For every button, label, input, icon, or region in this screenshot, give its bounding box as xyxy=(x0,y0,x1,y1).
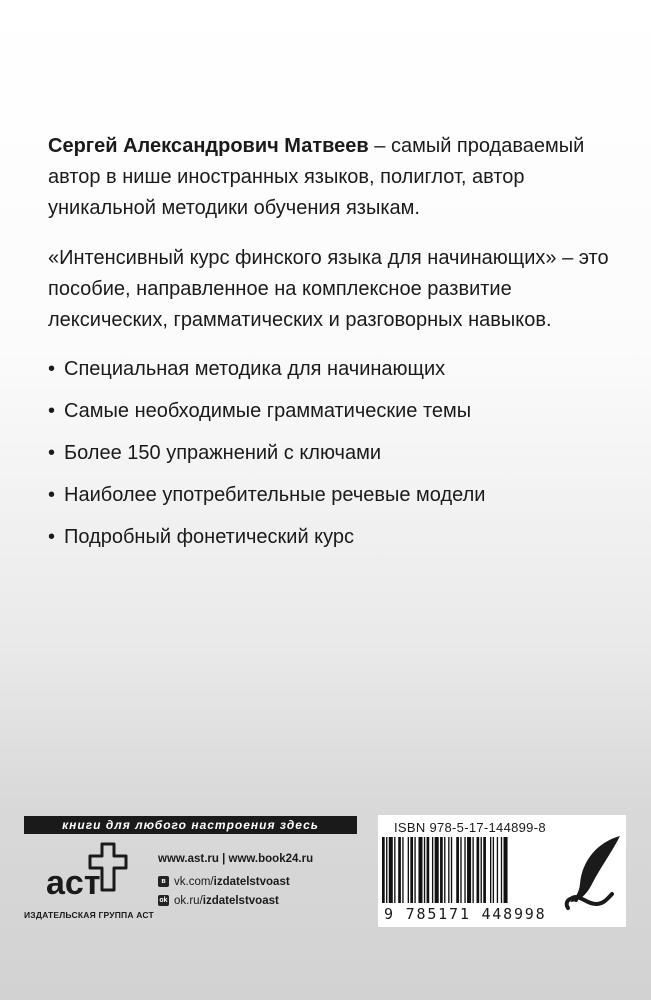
barcode-bar xyxy=(444,837,445,903)
feature-item xyxy=(48,523,618,565)
barcode-bar xyxy=(456,837,459,903)
author-description: – самый продаваемый автор в нише иностранных языков, полиглот, автор уникальной методики обучения языкам. xyxy=(48,135,585,219)
barcode-bar xyxy=(460,837,461,903)
barcode-bar xyxy=(408,837,409,903)
barcode-bar xyxy=(414,837,415,903)
barcode-bar xyxy=(386,837,387,903)
ok-link[interactable] xyxy=(158,891,313,910)
bullet-dot: • xyxy=(48,400,56,422)
vk-prefix: vk.com/ xyxy=(174,875,214,888)
bullet-dot: • xyxy=(48,358,56,380)
barcode-bar xyxy=(467,837,471,903)
barcode-bar xyxy=(410,837,413,903)
barcode-bar xyxy=(504,837,508,903)
barcode-bar xyxy=(501,837,502,903)
barcode-bar xyxy=(440,837,443,903)
feature-text: Подробный фонетический курс xyxy=(64,526,355,548)
ast-logo xyxy=(44,842,134,904)
ok-prefix: ok.ru/ xyxy=(174,894,203,907)
vk-icon: в xyxy=(158,876,169,887)
isbn-label: ISBN 978-5-17-144899-8 xyxy=(394,820,546,835)
bullet-dot: • xyxy=(48,442,56,464)
barcode-bar xyxy=(448,837,449,903)
barcode-bar xyxy=(451,837,452,903)
bullet-dot: • xyxy=(48,484,56,506)
author-paragraph xyxy=(48,131,618,224)
barcode-bar xyxy=(493,837,494,903)
barcode-bar xyxy=(490,837,491,903)
barcode-bar xyxy=(435,837,439,903)
author-name: Сергей Александрович Матвеев xyxy=(48,135,369,157)
ok-handle: izdatelstvoast xyxy=(202,894,279,907)
barcode-bar xyxy=(389,837,393,903)
feature-text: Специальная методика для начинающих xyxy=(64,358,446,380)
barcode-bar xyxy=(418,837,422,903)
barcode-bar xyxy=(472,837,473,903)
websites[interactable]: www.ast.ru | www.book24.ru xyxy=(158,852,314,865)
barcode-bar xyxy=(402,837,403,903)
book-summary: «Интенсивный курс финского языка для начинающих» – это пособие, направленное на комплексное развитие лексических, грамматических и разговорных навыков. xyxy=(48,247,609,331)
barcode-bar xyxy=(432,837,433,903)
publisher-tagline: книги для любого настроения здесь xyxy=(24,816,357,834)
quill-feather-icon xyxy=(558,832,628,914)
feature-item xyxy=(48,355,618,397)
barcode-bar xyxy=(424,837,425,903)
vk-link[interactable] xyxy=(158,872,313,891)
logo-text: аст xyxy=(46,864,101,902)
publisher-group-label: ИЗДАТЕЛЬСКАЯ ГРУППА АСТ xyxy=(24,910,154,920)
barcode-bars xyxy=(382,837,552,903)
barcode-bar xyxy=(483,837,486,903)
barcode-bar xyxy=(481,837,482,903)
feature-item xyxy=(48,481,618,523)
barcode-bar xyxy=(477,837,480,903)
publisher-links xyxy=(158,849,313,910)
barcode-number: 9 785171 448998 xyxy=(384,905,547,923)
feature-item xyxy=(48,439,618,481)
feature-list xyxy=(48,355,618,565)
vk-handle: izdatelstvoast xyxy=(213,875,290,888)
barcode-bar xyxy=(497,837,498,903)
barcode-bar xyxy=(382,837,385,903)
barcode-bar xyxy=(398,837,401,903)
barcode-bar xyxy=(394,837,395,903)
bullet-dot: • xyxy=(48,526,56,548)
ok-icon: ok xyxy=(159,897,168,904)
feature-item xyxy=(48,397,618,439)
feature-text: Более 150 упражнений с ключами xyxy=(64,442,382,464)
feature-text: Самые необходимые грамматические темы xyxy=(64,400,472,422)
barcode-bar xyxy=(464,837,465,903)
feature-text: Наиболее употребительные речевые модели xyxy=(64,484,486,506)
barcode-bar xyxy=(427,837,430,903)
